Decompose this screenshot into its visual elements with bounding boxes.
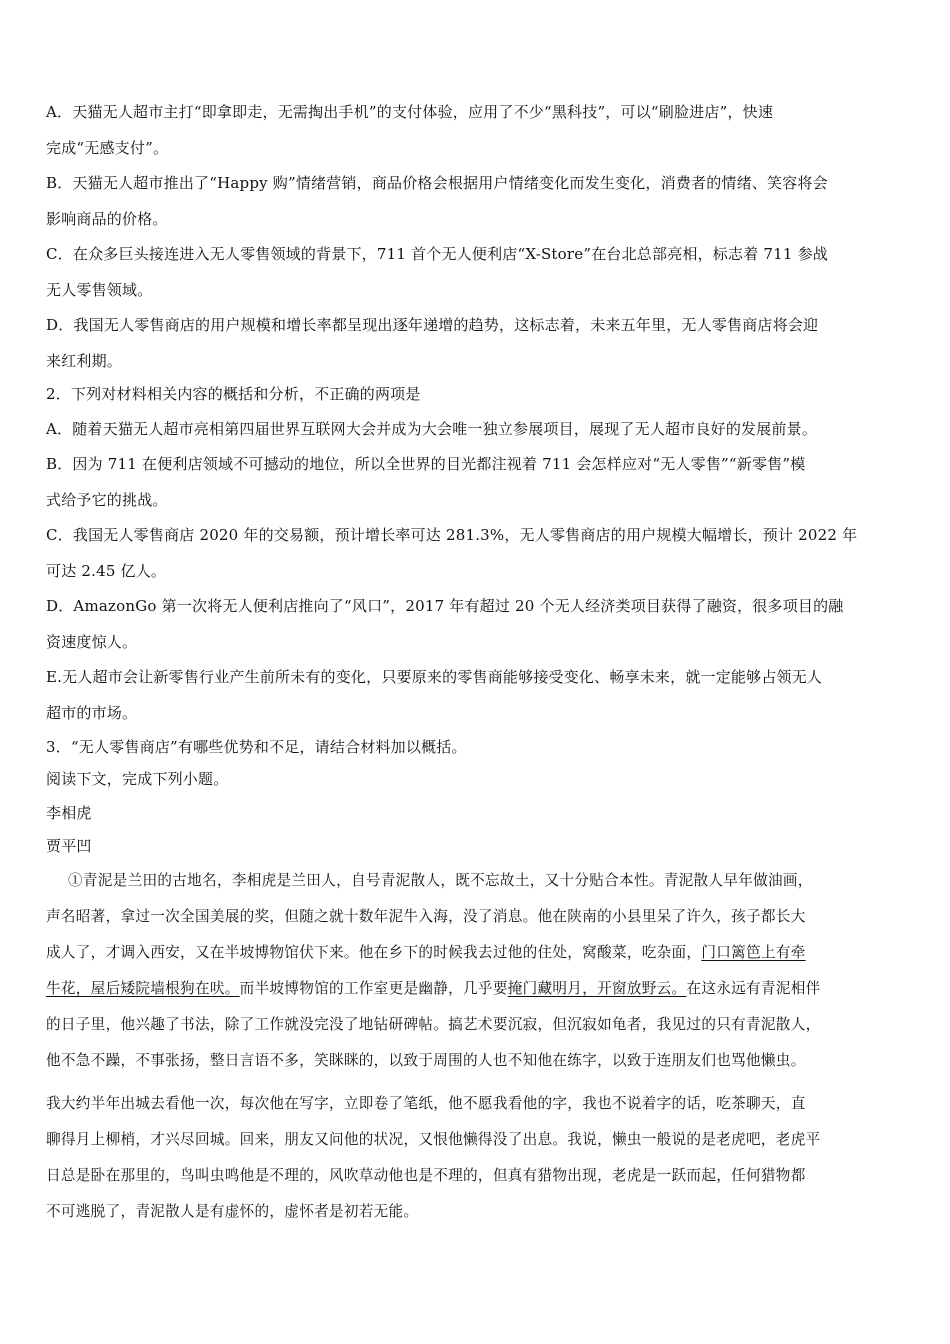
q1-option-b-line2: 影响商品的价格。 <box>46 210 168 228</box>
passage-text: 在这永远有青泥相伴 <box>686 980 821 997</box>
q1-option-c-line1: C．在众多巨头接连进入无人零售领域的背景下，711 首个无人便利店“X-Store”在台北总部亮相，标志着 711 参战 <box>46 245 828 263</box>
passage-line <box>46 979 906 999</box>
q3-stem: 3．“无人零售商店”有哪些优势和不足，请结合材料加以概括。 <box>46 738 467 756</box>
q1-option-c-line2: 无人零售领域。 <box>46 281 153 299</box>
q2-option-b-line2: 式给予它的挑战。 <box>46 491 168 509</box>
q2-option-d-line1: D．AmazonGo 第一次将无人便利店推向了“风口”，2017 年有超过 20 个无人经济类项目获得了融资，很多项目的融 <box>46 597 844 615</box>
q2-option-b-line1: B．因为 711 在便利店领域不可撼动的地位，所以全世界的目光都注视着 711 会怎样应对“无人零售”“新零售”模 <box>46 455 806 473</box>
q2-option-c-line1: C．我国无人零售商店 2020 年的交易额，预计增长率可达 281.3%，无人零售商店的用户规模大幅增长，预计 2022 年 <box>46 526 858 544</box>
reading-author: 贾平凹 <box>46 837 92 855</box>
q2-option-a: A．随着天猫无人超市亮相第四届世界互联网大会并成为大会唯一独立参展项目，展现了无人超市良好的发展前景。 <box>46 420 818 438</box>
q1-option-d-line1: D．我国无人零售商店的用户规模和增长率都呈现出逐年递增的趋势，这标志着，未来五年里，无人零售商店将会迎 <box>46 316 819 334</box>
passage-line: 声名昭著，拿过一次全国美展的奖，但随之就十数年泥牛入海，没了消息。他在陕南的小县里呆了许久，孩子都长大 <box>46 908 806 925</box>
passage-line: 我大约半年出城去看他一次，每次他在写字，立即卷了笔纸，他不愿我看他的字，我也不说着字的话，吃茶聊天，直 <box>46 1095 806 1112</box>
passage-line: 不可逃脱了，青泥散人是有虚怀的，虚怀者是初若无能。 <box>46 1203 419 1220</box>
reading-title: 李相虎 <box>46 804 92 822</box>
q1-option-b-line1: B．天猫无人超市推出了“Happy 购”情绪营销，商品价格会根据用户情绪变化而发生变化，消费者的情绪、笑容将会 <box>46 174 828 192</box>
passage-text: 而半坡博物馆的工作室更是幽静，几乎要 <box>239 980 508 997</box>
passage-line: 他不急不躁，不事张扬，整日言语不多，笑眯眯的，以致于周围的人也不知他在练字，以致于连朋友们也骂他懒虫。 <box>46 1052 806 1069</box>
q2-option-e-line1: E.无人超市会让新零售行业产生前所未有的变化，只要原来的零售商能够接受变化、畅享未来，就一定能够占领无人 <box>46 668 823 686</box>
underlined-phrase: 牛花，屋后矮院墙根狗在吠。 <box>46 980 240 997</box>
reading-instruction: 阅读下文，完成下列小题。 <box>46 770 229 788</box>
passage-line: 日总是卧在那里的，鸟叫虫鸣他是不理的，风吹草动他也是不理的，但真有猎物出现，老虎是一跃而起，任何猎物都 <box>46 1167 806 1184</box>
passage-line: 的日子里，他兴趣了书法，除了工作就没完没了地钻研碑帖。搞艺术要沉寂，但沉寂如龟者，我见过的只有青泥散人， <box>46 1016 821 1033</box>
passage-line <box>46 943 906 963</box>
q1-option-a-line2: 完成“无感支付”。 <box>46 139 169 157</box>
q2-option-e-line2: 超市的市场。 <box>46 704 138 722</box>
underlined-phrase: 掩门藏明月，开窗放野云。 <box>507 980 687 997</box>
q1-option-a-line1: A．天猫无人超市主打“即拿即走，无需掏出手机”的支付体验，应用了不少“黑科技”，可以“刷脸进店”，快速 <box>46 103 774 121</box>
passage-line: 聊得月上柳梢，才兴尽回城。回来，朋友又问他的状况，又恨他懒得没了出息。我说，懒虫一般说的是老虎吧，老虎平 <box>46 1131 821 1148</box>
q2-option-c-line2: 可达 2.45 亿人。 <box>46 562 167 580</box>
q2-option-d-line2: 资速度惊人。 <box>46 633 138 651</box>
q1-option-d-line2: 来红利期。 <box>46 352 123 370</box>
q2-stem: 2．下列对材料相关内容的概括和分析，不正确的两项是 <box>46 385 421 403</box>
passage-text: 成人了，才调入西安，又在半坡博物馆伏下来。他在乡下的时候我去过他的住处，窝酸菜，吃杂面， <box>46 944 702 961</box>
underlined-phrase: 门口篱笆上有牵 <box>701 944 806 961</box>
passage-line: ①青泥是兰田的古地名，李相虎是兰田人，自号青泥散人，既不忘故土，又十分贴合本性。青泥散人早年做油画， <box>68 872 813 889</box>
